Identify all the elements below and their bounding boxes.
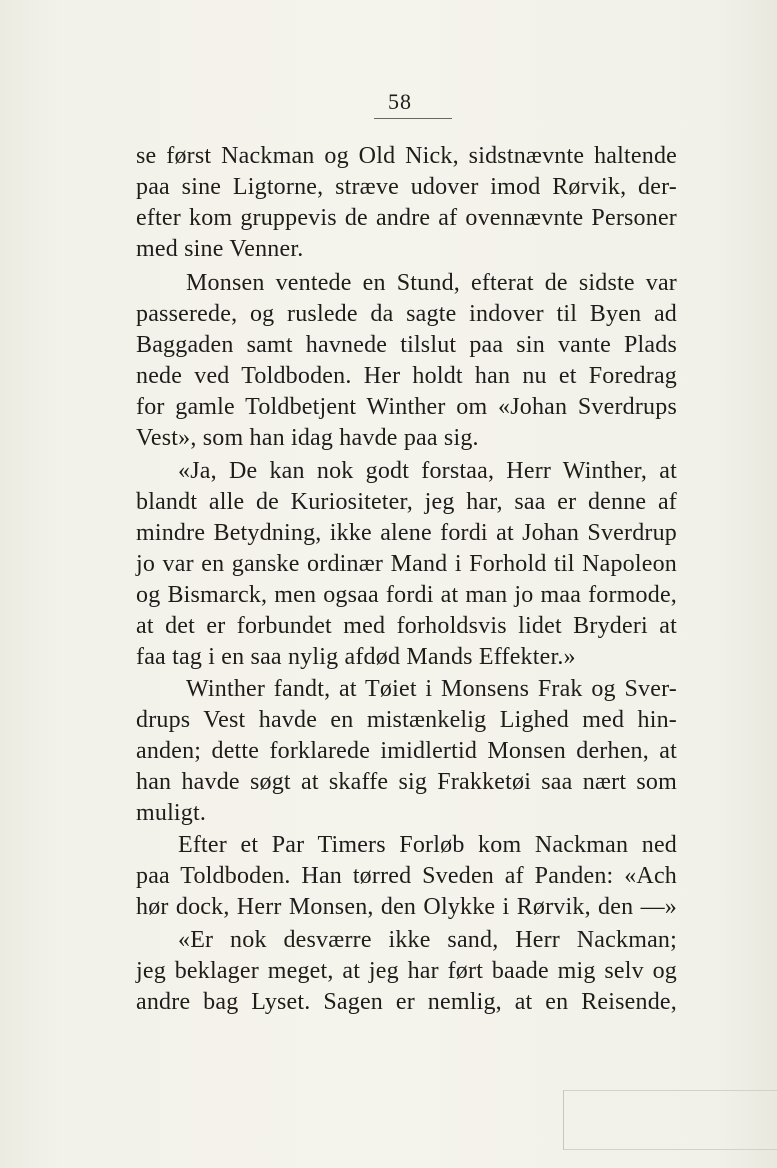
text-line: Vest», som han idag havde paa sig. bbox=[136, 425, 479, 451]
text-line: andre bag Lyset. Sagen er nemlig, at en Reisende, bbox=[136, 989, 677, 1015]
text-line: muligt. bbox=[136, 800, 207, 826]
text-line: Efter et Par Timers Forløb kom Nackman ned bbox=[178, 832, 677, 858]
text-line: nede ved Toldboden. Her holdt han nu et Foredrag bbox=[136, 363, 677, 389]
text-line: anden; dette forklarede imidlertid Monsen derhen, at bbox=[136, 738, 677, 764]
text-line: Baggaden samt havnede tilslut paa sin vante Plads bbox=[136, 332, 677, 358]
text-line: at det er forbundet med forholdsvis lidet Bryderi at bbox=[136, 613, 677, 639]
text-line: blandt alle de Kuriositeter, jeg har, saa er denne af bbox=[136, 489, 677, 515]
text-line: og Bismarck, men ogsaa fordi at man jo maa formode, bbox=[136, 582, 677, 608]
text-line: drups Vest havde en mistænkelig Lighed med hin- bbox=[136, 707, 677, 733]
page-number-rule bbox=[374, 118, 452, 119]
text-line: «Er nok desværre ikke sand, Herr Nackman; bbox=[178, 927, 677, 953]
text-line: jo var en ganske ordinær Mand i Forhold til Napoleon bbox=[136, 551, 677, 577]
text-line: han havde søgt at skaffe sig Frakketøi saa nært som bbox=[136, 769, 677, 795]
text-line: se først Nackman og Old Nick, sidstnævnte haltende bbox=[136, 143, 677, 169]
text-line: Monsen ventede en Stund, efterat de sidste var bbox=[186, 270, 677, 296]
text-line: «Ja, De kan nok godt forstaa, Herr Winther, at bbox=[178, 458, 677, 484]
text-line: mindre Betydning, ikke alene fordi at Johan Sverdrup bbox=[136, 520, 677, 546]
text-line: Winther fandt, at Tøiet i Monsens Frak og Sver- bbox=[186, 676, 677, 702]
text-line: jeg beklager meget, at jeg har ført baade mig selv og bbox=[136, 958, 677, 984]
text-line: paa sine Ligtorne, stræve udover imod Rørvik, der- bbox=[136, 174, 677, 200]
text-line: efter kom gruppevis de andre af ovennævnte Personer bbox=[136, 205, 677, 231]
text-line: med sine Venner. bbox=[136, 236, 304, 262]
page-corner-mark bbox=[563, 1090, 777, 1150]
page-number: 58 bbox=[388, 89, 412, 114]
text-line: paa Toldboden. Han tørred Sveden af Panden: «Ach bbox=[136, 863, 677, 889]
text-line: faa tag i en saa nylig afdød Mands Effekter.» bbox=[136, 644, 576, 670]
text-line: for gamle Toldbetjent Winther om «Johan Sverdrups bbox=[136, 394, 677, 420]
text-line: passerede, og ruslede da sagte indover til Byen ad bbox=[136, 301, 677, 327]
text-line: hør dock, Herr Monsen, den Olykke i Rørvik, den —» bbox=[136, 894, 677, 920]
